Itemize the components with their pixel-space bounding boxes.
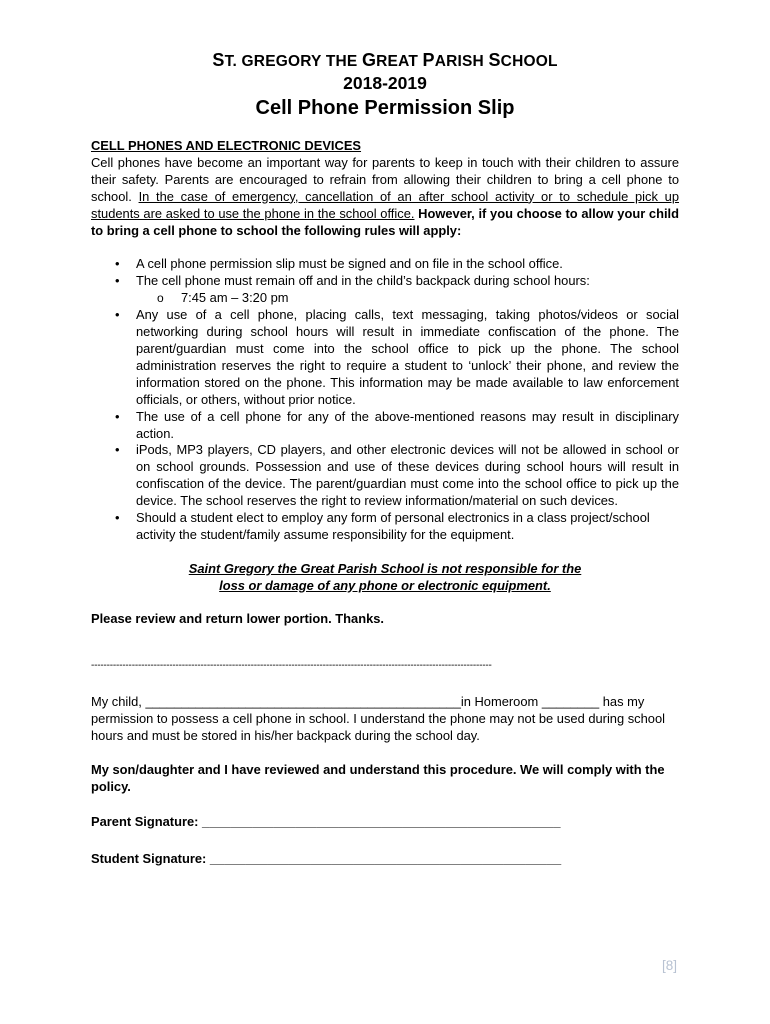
rules-list (91, 256, 679, 543)
school-name-part: T. GREGORY THE (224, 53, 362, 70)
school-name-initial-p: P (422, 50, 435, 70)
school-name-part: CHOOL (500, 53, 558, 70)
intro-underlined-text: In the case of emergency, cancellation of an after school activity or to schedule pick up students are asked to use the phone in the school office. (91, 188, 679, 221)
rule-sublist (136, 290, 679, 307)
rule-item: • Any use of a cell phone, placing calls, text messaging, taking photos/videos or social networking during school hours will result in immediate confiscation of the phone. The parent/guardian must come into the school office to pick up the phone. The school administration reserves the right to require a student to ‘unlock’ their phone, and review the information stored on the phone. This information may be made available to law enforcement officials, or others, without prior notice. (136, 307, 679, 408)
disclaimer-line: Saint Gregory the Great Parish School is not responsible for the (188, 560, 582, 576)
cut-line (91, 658, 631, 675)
school-name-initial-s2: S (488, 50, 501, 70)
intro-bold-text: However, if you choose to allow your child to bring a cell phone to school the following rules will apply: (91, 205, 680, 238)
school-name-part: REAT (376, 53, 423, 70)
rule-item: • A cell phone permission slip must be signed and on file in the school office. (136, 256, 679, 273)
review-instruction: Please review and return lower portion. Thanks. (91, 610, 384, 626)
section-heading: CELL PHONES AND ELECTRONIC DEVICES (91, 138, 362, 153)
school-name-initial-s: S (212, 50, 225, 70)
disclaimer-line: loss or damage of any phone or electronic equipment. (219, 577, 551, 593)
rule-item: • iPods, MP3 players, CD players, and other electronic devices will not be allowed in school or on school grounds. Possession and use of these devices during school hours will result in confiscation of the device. The parent/guardian must come into the school office to pick up the device. The school reserves the right to review information/material on such devices. (136, 442, 679, 510)
student-signature-line: Student Signature: _________________________________________________ (91, 850, 562, 866)
agreement-statement: My son/daughter and I have reviewed and understand this procedure. We will comply with the policy. (91, 762, 665, 795)
school-name-initial-g: G (361, 50, 377, 70)
disclaimer (91, 561, 679, 595)
permission-paragraph: My child, ____________________________________________in Homeroom ________ has my permission to possess a cell phone in school. I understand the phone may not be used during school hours and must be stored in his/her backpack during the school day. (91, 694, 665, 744)
page-number: [8] (662, 958, 678, 973)
school-name (91, 0, 679, 71)
rule-item: • Should a student elect to employ any form of personal electronics in a class project/school activity the student/family assume responsibility for the equipment. (136, 510, 679, 544)
parent-signature-line: Parent Signature: __________________________________________________ (91, 814, 561, 829)
intro-paragraph (91, 155, 679, 240)
rule-subitem: o 7:45 am – 3:20 pm (181, 290, 679, 307)
intro-plain-text: Cell phones have become an important way for parents to keep in touch with their children to assure their safety. Parents are encouraged to refrain from allowing their children to bring a cell phone to school. (91, 154, 679, 204)
school-name-part: ARISH (434, 53, 489, 70)
rule-text: The cell phone must remain off and in the child’s backpack during school hours: (136, 273, 590, 289)
document-title: Cell Phone Permission Slip (255, 97, 515, 119)
rule-item: • The use of a cell phone for any of the above-mentioned reasons may result in disciplinary action. (136, 409, 679, 443)
cut-line-dashes: -------------------------------------------------------------------------------------------------------------------------------- (91, 659, 492, 671)
rule-item (136, 273, 679, 307)
school-year: 2018-2019 (343, 73, 427, 93)
